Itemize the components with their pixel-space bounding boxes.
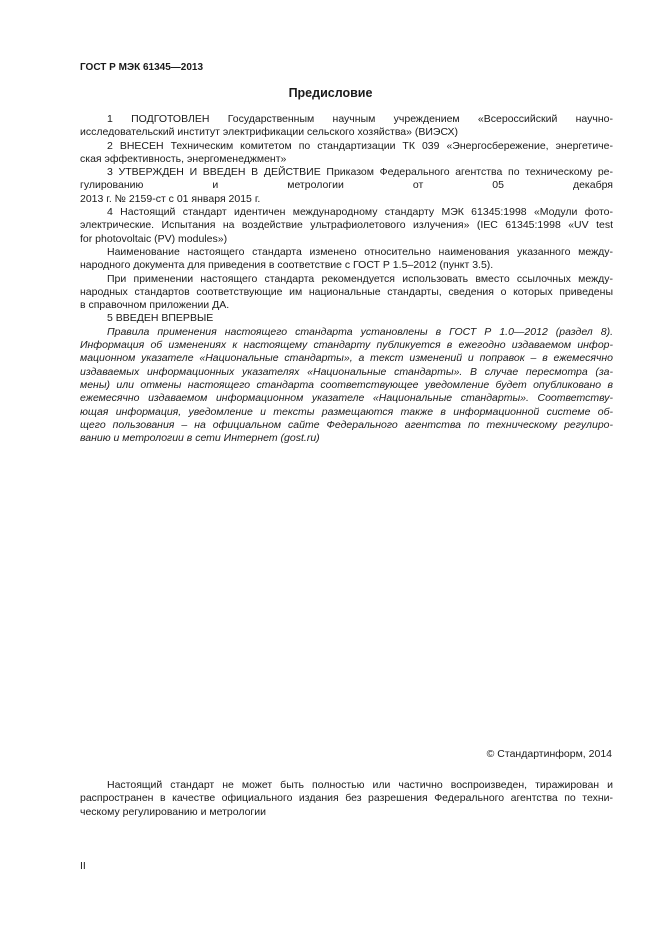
- text-line: ющая информация, уведомление и тексты размещаются также в информационной системе об-: [80, 405, 613, 418]
- text-line: 5 ВВЕДЕН ВПЕРВЫЕ: [107, 312, 214, 325]
- text-line: в справочном приложении ДА.: [80, 299, 230, 312]
- paragraph-application: [80, 273, 613, 313]
- text-line: щего пользования – на официальном сайте Федерального агентства по техническому регулиро-: [80, 418, 613, 431]
- text-line: мены) или отмены настоящего стандарта соответствующее уведомление будет опубликовано в: [80, 378, 613, 391]
- text-line: издаваемых информационных указателях «Национальные стандарты». В случае пересмотра (за-: [80, 365, 613, 378]
- text-line: исследовательский институт электрификации сельского хозяйства» (ВИЭСХ): [80, 126, 458, 139]
- text-line: Правила применения настоящего стандарта установлены в ГОСТ Р 1.0—2012 (раздел 8).: [107, 325, 613, 338]
- paragraph-submitted: [80, 140, 613, 167]
- text-line: мационном указателе «Национальные стандарты», а текст изменений и поправок – в ежемесячно: [80, 352, 613, 365]
- text-line: электрические. Испытания на воздействие ультрафиолетового излучения» (IEC 61345:1998 «UV test: [80, 219, 613, 232]
- reproduction-notice: [80, 779, 613, 819]
- document-code: ГОСТ Р МЭК 61345—2013: [80, 62, 204, 73]
- text-line: ческому регулированию и метрологии: [80, 805, 266, 818]
- text-line: народных стандартов соответствующие им национальные стандарты, сведения о которых приведены: [80, 285, 613, 298]
- text-line: ская эффективность, энергоменеджмент»: [80, 152, 287, 165]
- paragraph-identical: [80, 206, 613, 246]
- paragraph-name-change: [80, 246, 613, 273]
- text-line: 3 УТВЕРЖДЕН И ВВЕДЕН В ДЕЙСТВИЕ Приказом Федерального агентства по техническому ре-: [107, 166, 613, 179]
- paragraph-prepared: [80, 113, 613, 140]
- text-line: 4 Настоящий стандарт идентичен международному стандарту МЭК 61345:1998 «Модули фото-: [107, 206, 613, 219]
- paragraph-introduced-first: [80, 312, 613, 325]
- text-line: распространен в качестве официального издания без разрешения Федерального агентства по техни-: [80, 792, 613, 805]
- text-line: гулированию и метрологии от 05 декабря: [80, 179, 613, 192]
- text-line: Информация об изменениях к настоящему стандарту публикуется в ежегодно издаваемом инфор-: [80, 339, 613, 352]
- text-line: 1 ПОДГОТОВЛЕН Государственным научным учреждением «Всероссийский научно-: [107, 113, 613, 125]
- text-line: ежемесячно издаваемом информационном указателе «Национальные стандарты». Соответству-: [80, 392, 613, 405]
- text-line: ванию и метрологии в сети Интернет (gost.ru): [80, 432, 320, 445]
- text-line: При применении настоящего стандарта рекомендуется использовать вместо ссылочных между-: [107, 272, 613, 285]
- text-line: народного документа для приведения в соответствие с ГОСТ Р 1.5–2012 (пункт 3.5).: [80, 259, 494, 272]
- page-title: Предисловие: [288, 86, 373, 100]
- text-line: Настоящий стандарт не может быть полностью или частично воспроизведен, тиражирован и: [107, 779, 613, 791]
- paragraph-approved: [80, 166, 613, 206]
- text-line: 2 ВНЕСЕН Техническим комитетом по стандартизации ТК 039 «Энергосбережение, энергетиче-: [107, 139, 613, 152]
- foreword-body: [80, 113, 613, 445]
- page-number: II: [80, 860, 86, 872]
- text-line: for photovoltaic (PV) modules»): [80, 232, 228, 245]
- copyright-notice: © Стандартинформ, 2014: [486, 748, 612, 760]
- text-line: 2013 г. № 2159-ст с 01 января 2015 г.: [80, 192, 261, 205]
- text-line: Наименование настоящего стандарта изменено относительно наименования указанного между-: [107, 245, 613, 258]
- paragraph-rules: [80, 326, 613, 446]
